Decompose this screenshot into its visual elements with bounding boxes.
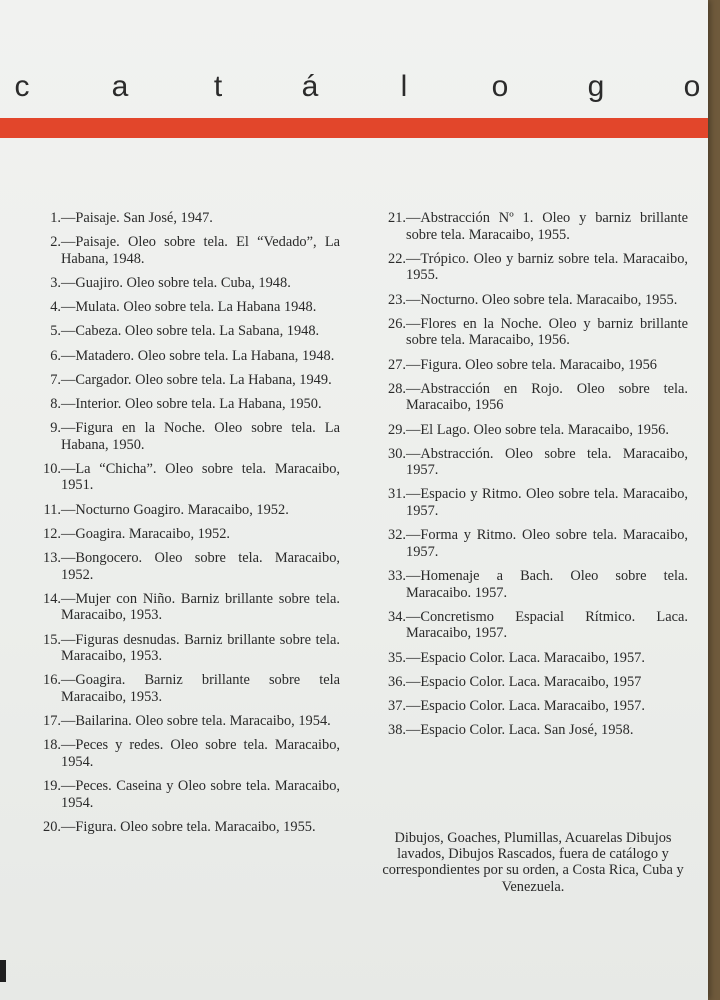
entry-number: 22. bbox=[388, 250, 406, 267]
entry-number: 38. bbox=[388, 722, 406, 739]
catalog-list-right bbox=[372, 210, 688, 746]
entry-number: 28. bbox=[388, 380, 406, 397]
catalog-entry bbox=[372, 527, 688, 560]
catalog-list-left bbox=[28, 210, 340, 843]
entry-text: —Matadero. Oleo sobre tela. La Habana, 1948. bbox=[61, 347, 335, 364]
catalog-entry bbox=[28, 372, 340, 389]
title-letter: g bbox=[587, 70, 605, 103]
entry-text: —Peces y redes. Oleo sobre tela. Maracaibo, 1954. bbox=[61, 737, 340, 770]
title-letter: t bbox=[213, 70, 223, 103]
entry-number: 11. bbox=[43, 501, 61, 518]
entry-number: 37. bbox=[388, 697, 406, 714]
catalog-entry bbox=[28, 420, 340, 453]
entry-number: 17. bbox=[43, 713, 61, 730]
catalog-entry bbox=[372, 698, 688, 715]
catalog-entry bbox=[372, 609, 688, 642]
entry-text: —Figura en la Noche. Oleo sobre tela. La Habana, 1950. bbox=[61, 420, 340, 453]
catalog-entry bbox=[28, 461, 340, 494]
entry-text: —Abstracción en Rojo. Oleo sobre tela. Maracaibo, 1956 bbox=[406, 380, 688, 414]
entry-number: 12. bbox=[43, 525, 61, 542]
catalog-entry bbox=[28, 275, 340, 292]
entry-text: —Figura. Oleo sobre tela. Maracaibo, 1956 bbox=[406, 356, 657, 373]
entry-text: —Peces. Caseina y Oleo sobre tela. Maracaibo, 1954. bbox=[61, 778, 340, 811]
entry-text: —Goagira. Barniz brillante sobre tela Maracaibo, 1953. bbox=[61, 672, 340, 705]
catalog-entry bbox=[372, 568, 688, 601]
entry-text: —Espacio Color. Laca. San José, 1958. bbox=[406, 722, 634, 739]
catalog-entry bbox=[28, 591, 340, 624]
entry-number: 6. bbox=[50, 347, 61, 364]
entry-text: —Mulata. Oleo sobre tela. La Habana 1948. bbox=[61, 299, 317, 316]
entry-number: 33. bbox=[388, 568, 406, 585]
catalog-entry bbox=[372, 674, 688, 691]
red-band bbox=[0, 118, 708, 138]
entry-number: 14. bbox=[43, 590, 61, 607]
catalog-entry bbox=[372, 210, 688, 243]
entry-number: 23. bbox=[388, 291, 406, 308]
catalog-entry bbox=[28, 348, 340, 365]
entry-text: —Goagira. Maracaibo, 1952. bbox=[61, 525, 231, 542]
entry-number: 27. bbox=[388, 356, 406, 373]
catalog-entry bbox=[28, 234, 340, 267]
title-letter: o bbox=[683, 70, 701, 103]
entry-text: —La “Chicha”. Oleo sobre tela. Maracaibo, 1951. bbox=[61, 460, 340, 494]
title-letter: á bbox=[301, 70, 319, 103]
entry-number: 4. bbox=[50, 299, 61, 316]
catalog-entry bbox=[28, 778, 340, 811]
catalog-entry bbox=[28, 396, 340, 413]
entry-number: 36. bbox=[388, 673, 406, 690]
entry-text: —Espacio Color. Laca. Maracaibo, 1957 bbox=[406, 673, 642, 690]
entry-number: 8. bbox=[50, 395, 61, 412]
catalog-entry bbox=[28, 210, 340, 227]
entry-text: —Abstracción. Oleo sobre tela. Maracaibo, 1957. bbox=[406, 445, 688, 479]
entry-text: —Mujer con Niño. Barniz brillante sobre tela. Maracaibo, 1953. bbox=[61, 590, 340, 624]
entry-number: 19. bbox=[43, 778, 61, 795]
entry-number: 5. bbox=[50, 323, 61, 340]
entry-text: —Paisaje. Oleo sobre tela. El “Vedado”, La Habana, 1948. bbox=[61, 234, 340, 267]
entry-number: 29. bbox=[388, 421, 406, 438]
entry-text: —Interior. Oleo sobre tela. La Habana, 1950. bbox=[61, 395, 322, 412]
catalog-entry bbox=[372, 381, 688, 414]
entry-text: —El Lago. Oleo sobre tela. Maracaibo, 1956. bbox=[406, 421, 669, 438]
entry-number: 32. bbox=[388, 527, 406, 544]
entry-text: —Cabeza. Oleo sobre tela. La Sabana, 1948. bbox=[61, 323, 320, 340]
entry-text: —Bailarina. Oleo sobre tela. Maracaibo, 1954. bbox=[61, 713, 331, 730]
title-letter: o bbox=[491, 70, 509, 103]
entry-number: 31. bbox=[388, 486, 406, 503]
entry-text: —Forma y Ritmo. Oleo sobre tela. Maracaibo, 1957. bbox=[406, 527, 688, 560]
entry-number: 3. bbox=[50, 274, 61, 291]
entry-number: 9. bbox=[50, 420, 61, 437]
catalog-entry bbox=[372, 650, 688, 667]
entry-text: —Concretismo Espacial Rítmico. Laca. Maracaibo, 1957. bbox=[406, 608, 688, 642]
catalog-entry bbox=[372, 357, 688, 374]
catalog-entry bbox=[28, 713, 340, 730]
entry-text: —Espacio Color. Laca. Maracaibo, 1957. bbox=[406, 697, 645, 714]
catalog-entry bbox=[28, 550, 340, 583]
catalog-entry bbox=[372, 316, 688, 349]
entry-text: —Espacio Color. Laca. Maracaibo, 1957. bbox=[406, 649, 645, 666]
catalog-entry bbox=[372, 722, 688, 739]
entry-number: 10. bbox=[43, 460, 61, 477]
entry-number: 30. bbox=[388, 445, 406, 462]
entry-number: 21. bbox=[388, 210, 406, 226]
catalog-title bbox=[0, 70, 708, 110]
entry-number: 13. bbox=[43, 550, 61, 567]
catalog-entry bbox=[28, 299, 340, 316]
entry-text: —Trópico. Oleo y barniz sobre tela. Maracaibo, 1955. bbox=[406, 250, 688, 284]
catalog-entry bbox=[372, 292, 688, 309]
entry-text: —Nocturno Goagiro. Maracaibo, 1952. bbox=[61, 501, 289, 518]
entry-number: 16. bbox=[43, 672, 61, 689]
scan-edge-mark bbox=[0, 960, 6, 982]
catalog-entry bbox=[28, 632, 340, 665]
title-letter: c bbox=[14, 70, 30, 103]
entry-number: 15. bbox=[43, 631, 61, 648]
entry-text: —Guajiro. Oleo sobre tela. Cuba, 1948. bbox=[61, 274, 291, 291]
entry-number: 34. bbox=[388, 608, 406, 625]
entry-number: 18. bbox=[43, 737, 61, 754]
catalog-entry bbox=[28, 819, 340, 836]
entry-text: —Flores en la Noche. Oleo y barniz brillante sobre tela. Maracaibo, 1956. bbox=[406, 315, 688, 349]
entry-number: 26. bbox=[388, 315, 406, 332]
entry-number: 20. bbox=[43, 818, 61, 835]
catalog-entry bbox=[28, 737, 340, 770]
catalog-entry bbox=[372, 486, 688, 519]
entry-text: —Figuras desnudas. Barniz brillante sobre tela. Maracaibo, 1953. bbox=[61, 631, 340, 665]
catalog-entry bbox=[372, 422, 688, 439]
entry-number: 1. bbox=[50, 210, 61, 226]
entry-number: 35. bbox=[388, 649, 406, 666]
catalog-entry bbox=[28, 672, 340, 705]
catalog-entry bbox=[28, 502, 340, 519]
title-letter: a bbox=[111, 70, 129, 103]
entry-number: 2. bbox=[50, 234, 61, 251]
entry-text: —Cargador. Oleo sobre tela. La Habana, 1949. bbox=[61, 371, 332, 388]
entry-text: —Paisaje. San José, 1947. bbox=[61, 210, 213, 226]
entry-text: —Abstracción Nº 1. Oleo y barniz brillante sobre tela. Maracaibo, 1955. bbox=[406, 210, 688, 243]
title-letter: l bbox=[400, 70, 408, 103]
entry-number: 7. bbox=[50, 371, 61, 388]
catalog-entry bbox=[28, 526, 340, 543]
catalog-entry bbox=[372, 251, 688, 284]
entry-text: —Homenaje a Bach. Oleo sobre tela. Maracaibo. 1957. bbox=[406, 568, 688, 601]
catalog-entry bbox=[372, 446, 688, 479]
entry-text: —Espacio y Ritmo. Oleo sobre tela. Maracaibo, 1957. bbox=[406, 486, 688, 520]
entry-text: —Nocturno. Oleo sobre tela. Maracaibo, 1955. bbox=[406, 291, 678, 308]
catalog-entry bbox=[28, 323, 340, 340]
entry-text: —Bongocero. Oleo sobre tela. Maracaibo, 1952. bbox=[61, 550, 340, 583]
entry-text: —Figura. Oleo sobre tela. Maracaibo, 1955. bbox=[61, 818, 316, 835]
footnote: Dibujos, Goaches, Plumillas, Acuarelas Dibujos lavados, Dibujos Rascados, fuera de catálogo y correspondientes por su orden, a Costa Rica, Cuba y Venezuela. bbox=[382, 830, 684, 895]
